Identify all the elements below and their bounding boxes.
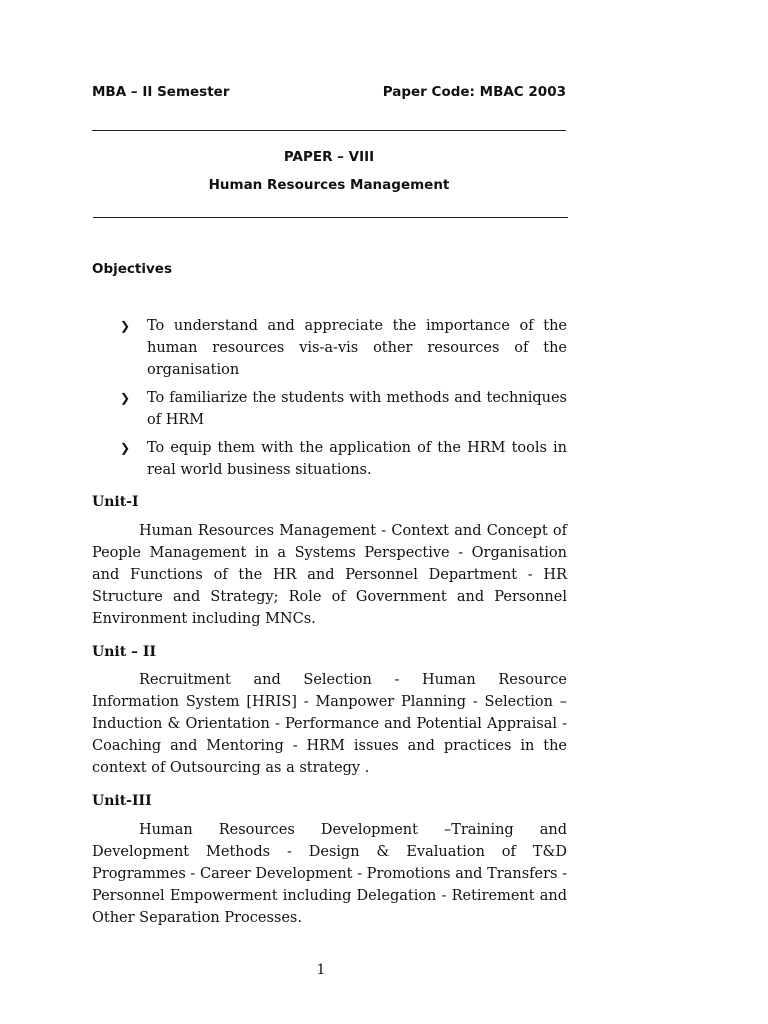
unit-1-heading: Unit-I	[92, 494, 139, 510]
list-item	[120, 387, 567, 431]
header-divider	[92, 130, 566, 131]
unit-1-body: Human Resources Management - Context and Concept of People Management in a Systems Perspective - Organisation and Functions of the HR and Personnel Department - HR Structure and Strategy; Role of Government and Personnel Environment including MNCs.	[92, 523, 567, 627]
objective-text: To understand and appreciate the importance of the human resources vis-a-vis other resources of the organisation	[147, 318, 567, 378]
unit-2-heading: Unit – II	[92, 644, 157, 660]
list-item	[120, 437, 567, 481]
list-item	[120, 315, 567, 381]
paper-title: Human Resources Management	[208, 177, 450, 193]
title-divider	[93, 217, 568, 218]
semester-label: MBA – II Semester	[92, 84, 230, 100]
paper-code: Paper Code: MBAC 2003	[382, 84, 566, 100]
page-number: 1	[316, 962, 326, 978]
objectives-list	[120, 315, 567, 487]
objective-text: To equip them with the application of the HRM tools in real world business situations.	[147, 440, 567, 478]
unit-2-body: Recruitment and Selection - Human Resource Information System [HRIS] - Manpower Planning - Selection – Induction & Orientation - Performance and Potential Appraisal - Coaching and Mentoring - HRM issues and practices in the context of Outsourcing as a strategy .	[92, 672, 567, 776]
unit-3-body: Human Resources Development –Training and Development Methods - Design & Evaluation of T&D Programmes - Career Development - Promotions and Transfers - Personnel Empowerment including Delegation - Retirement and Other Separation Processes.	[92, 822, 567, 926]
chevron-right-icon: ❯	[120, 319, 131, 333]
document-header	[92, 84, 566, 100]
chevron-right-icon: ❯	[120, 391, 131, 405]
paper-number: PAPER – VIII	[283, 149, 375, 165]
objective-text: To familiarize the students with methods and techniques of HRM	[147, 390, 567, 428]
unit-3-heading: Unit-III	[92, 793, 152, 809]
objectives-heading: Objectives	[92, 261, 172, 277]
chevron-right-icon: ❯	[120, 441, 131, 455]
